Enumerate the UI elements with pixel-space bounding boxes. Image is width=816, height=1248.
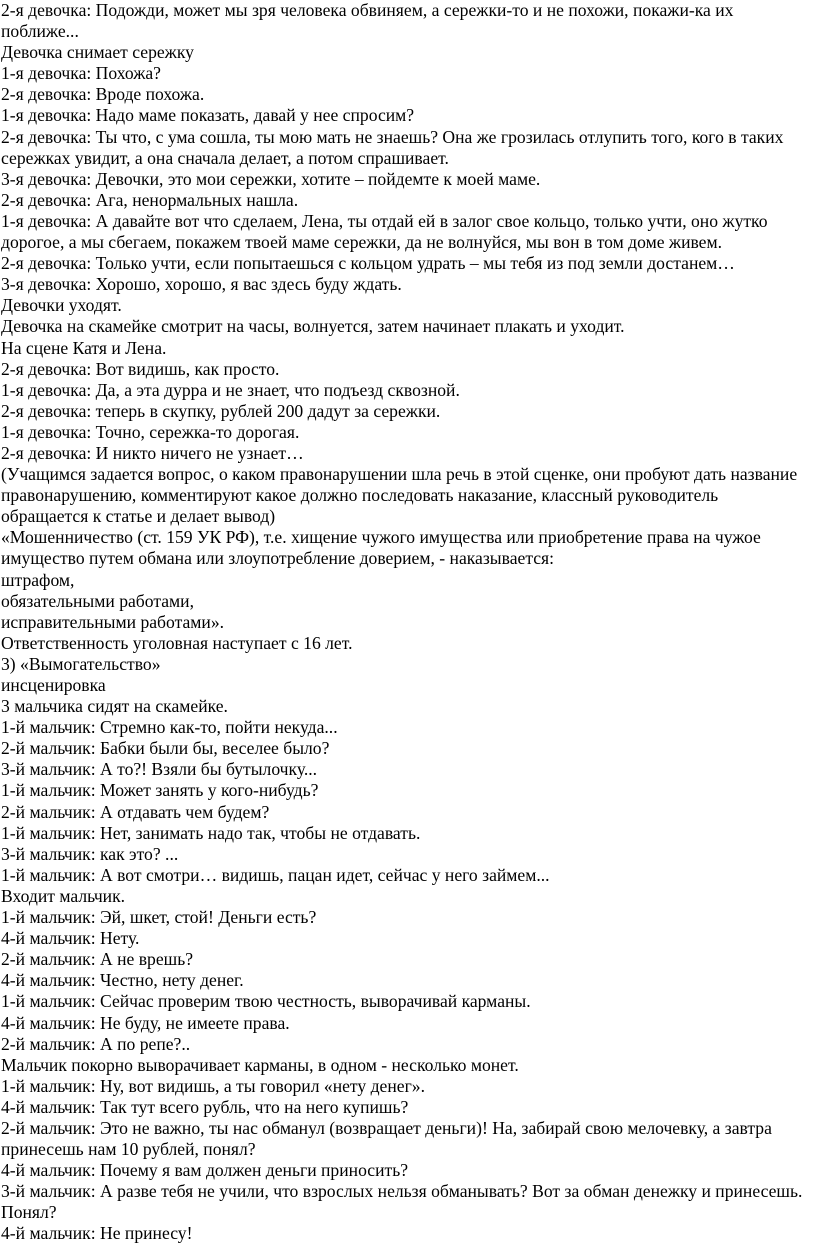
paragraph: 3-я девочка: Хорошо, хорошо, я вас здесь буду ждать.	[1, 274, 402, 295]
paragraph: 1-й мальчик: Ну, вот видишь, а ты говорил «нету денег».	[1, 1075, 425, 1096]
paragraph: 1-я девочка: Да, а эта дурра и не знает, что подъезд сквозной.	[1, 379, 460, 400]
paragraph: 1-я девочка: Точно, сережка-то дорогая.	[1, 421, 300, 442]
paragraph: 1-й мальчик: Эй, шкет, стой! Деньги есть?	[1, 907, 317, 928]
paragraph: 2-я девочка: Ты что, с ума сошла, ты мою мать не знаешь? Она же грозилась отлупить того, кого в таких сережках увидит, а она сначала делает, а потом спрашивает.	[1, 126, 784, 168]
paragraph: исправительными работами».	[1, 611, 225, 632]
paragraph: 1-й мальчик: Нет, занимать надо так, чтобы не отдавать.	[1, 822, 421, 843]
paragraph: 1-й мальчик: Стремно как-то, пойти некуда...	[1, 717, 338, 738]
paragraph: (Учащимся задается вопрос, о каком правонарушении шла речь в этой сценке, они пробуют дать название правонарушению, комментируют какое должно последовать наказание, классный руководитель обращается к статье и делает вывод)	[1, 464, 798, 527]
paragraph: 2-й мальчик: Это не важно, ты нас обманул (возвращает деньги)! На, забирай свою мелочевку, а завтра принесешь нам 10 рублей, понял?	[1, 1117, 772, 1160]
paragraph: Девочки уходят.	[1, 295, 122, 316]
paragraph: 2-я девочка: Ага, ненормальных нашла.	[1, 189, 299, 210]
paragraph: 1-й мальчик: А вот смотри… видишь, пацан идет, сейчас у него займем...	[1, 864, 550, 885]
paragraph: 2-я девочка: И никто ничего не узнает…	[1, 442, 304, 463]
paragraph: 1-я девочка: Похожа?	[1, 63, 161, 84]
paragraph: 3-я девочка: Девочки, это мои сережки, хотите – пойдемте к моей маме.	[1, 168, 541, 189]
paragraph: 1-й мальчик: Сейчас проверим твою честность, выворачивай карманы.	[1, 991, 531, 1012]
paragraph: «Мошенничество (ст. 159 УК РФ), т.е. хищение чужого имущества или приобретение права на чужое имущество путем обмана или злоупотребление доверием, - наказывается:	[1, 527, 761, 569]
paragraph: 1-я девочка: Надо маме показать, давай у нее спросим?	[1, 105, 415, 126]
paragraph: Мальчик покорно выворачивает карманы, в одном - несколько монет.	[1, 1054, 519, 1075]
paragraph: 2-я девочка: Вроде похожа.	[1, 84, 205, 105]
paragraph: 3-й мальчик: как это? ...	[1, 843, 179, 864]
paragraph: 3-й мальчик: А разве тебя не учили, что взрослых нельзя обманывать? Вот за обман денежку и принесешь. Понял?	[1, 1181, 803, 1223]
paragraph: 3 мальчика сидят на скамейке.	[1, 696, 228, 717]
paragraph: 2-я девочка: Только учти, если попытаешься с кольцом удрать – мы тебя из под земли достанем…	[1, 253, 735, 274]
paragraph: 4-й мальчик: Не буду, не имеете права.	[1, 1012, 290, 1033]
paragraph: 2-й мальчик: Бабки были бы, веселее было?	[1, 738, 330, 759]
paragraph: Входит мальчик.	[1, 885, 126, 906]
paragraph: инсценировка	[1, 675, 106, 695]
paragraph: 2-я девочка: Вот видишь, как просто.	[1, 358, 280, 379]
paragraph: 4-й мальчик: Почему я вам должен деньги приносить?	[1, 1160, 409, 1181]
paragraph: 4-й мальчик: Нету.	[1, 928, 140, 949]
paragraph: 1-й мальчик: Может занять у кого-нибудь?	[1, 780, 319, 801]
paragraph: Девочка на скамейке смотрит на часы, волнуется, затем начинает плакать и уходит.	[1, 316, 625, 337]
paragraph: 4-й мальчик: Честно, нету денег.	[1, 970, 244, 991]
paragraph: 2-й мальчик: А по репе?..	[1, 1033, 191, 1054]
paragraph: 2-я девочка: теперь в скупку, рублей 200 дадут за сережки.	[1, 400, 441, 421]
paragraph: обязательными работами,	[1, 590, 194, 611]
paragraph: 4-й мальчик: Так тут всего рубль, что на него купишь?	[1, 1096, 409, 1117]
paragraph: 2-я девочка: Подожди, может мы зря человека обвиняем, а сережки-то и не похожи, покажи-ка их поближе...	[1, 0, 734, 42]
paragraph: 3-й мальчик: А то?! Взяли бы бутылочку...	[1, 759, 318, 780]
paragraph: 2-й мальчик: А отдавать чем будем?	[1, 801, 270, 822]
paragraph: 4-й мальчик: Не принесу!	[1, 1223, 193, 1244]
paragraph: 2-й мальчик: А не врешь?	[1, 949, 194, 970]
paragraph: штрафом,	[1, 569, 75, 590]
paragraph: Ответственность уголовная наступает с 16 лет.	[1, 632, 353, 653]
paragraph: Девочка снимает сережку	[1, 42, 194, 63]
paragraph: 3) «Вымогательство»	[1, 653, 161, 674]
paragraph: На сцене Катя и Лена.	[1, 337, 167, 358]
paragraph: 1-я девочка: А давайте вот что сделаем, Лена, ты отдай ей в залог свое кольцо, только учти, оно жутко дорогое, а мы сбегаем, покажем твоей маме сережки, да не волнуйся, мы вон в том доме живем.	[1, 210, 768, 253]
